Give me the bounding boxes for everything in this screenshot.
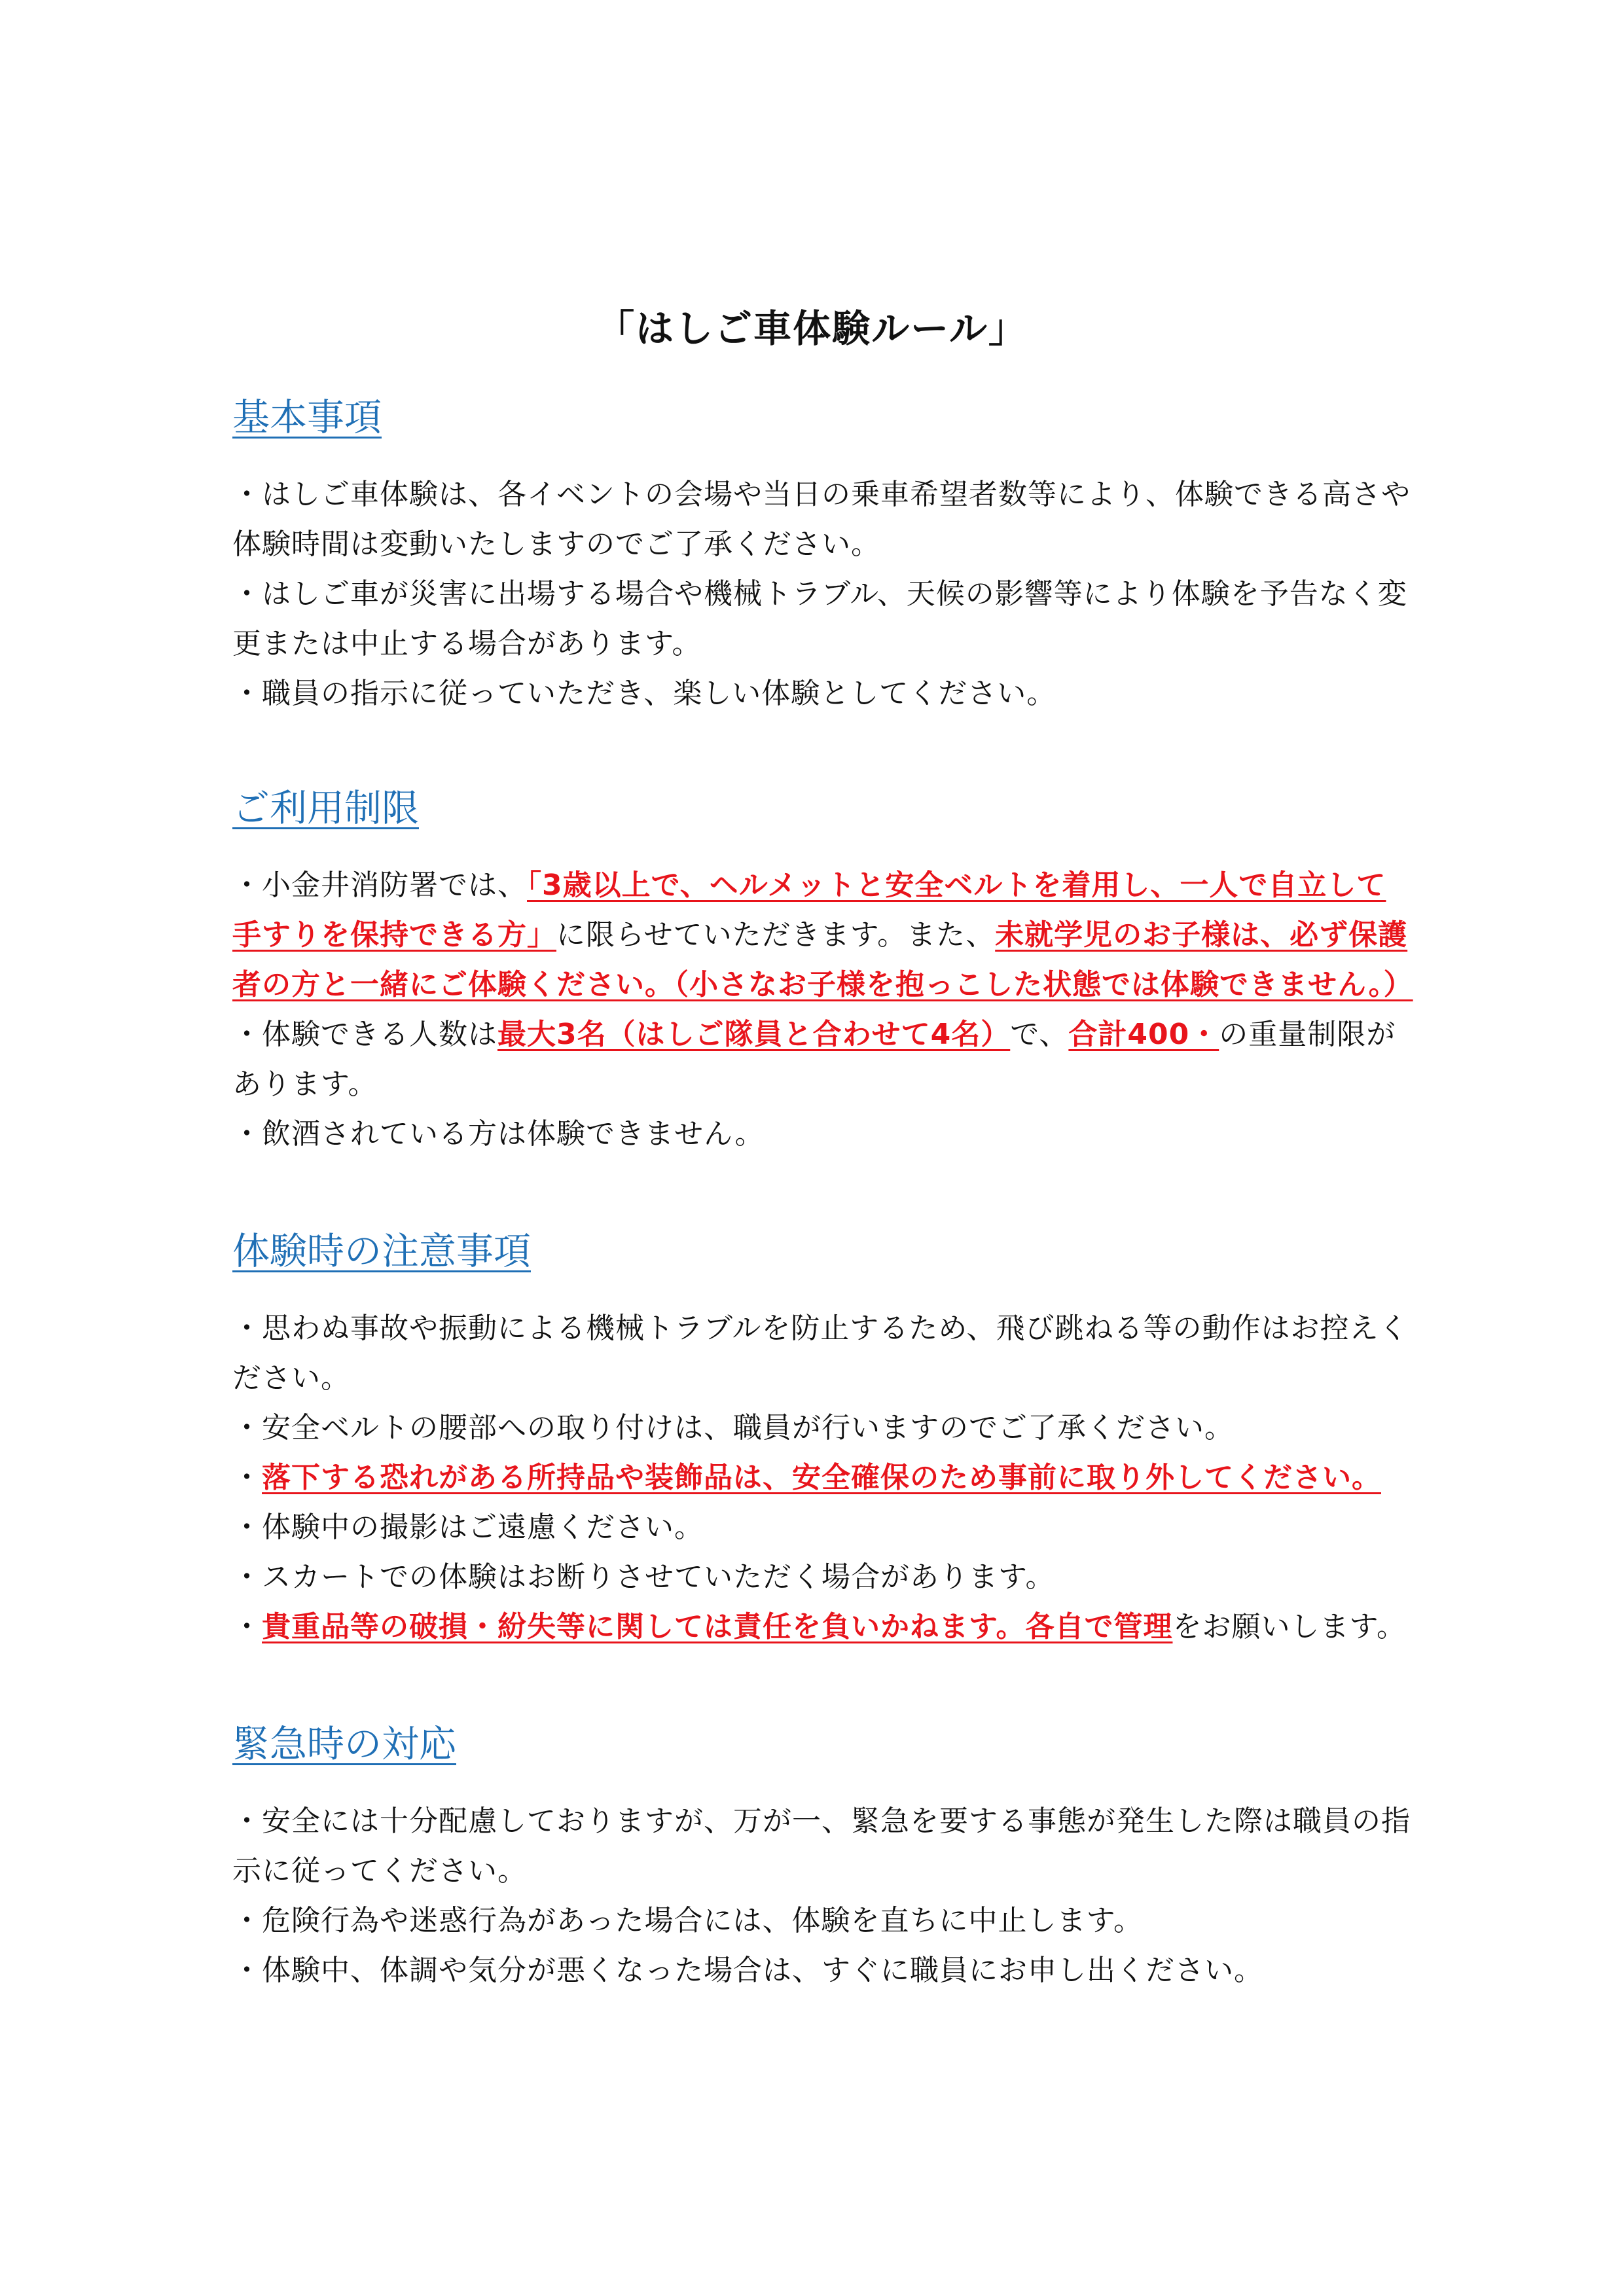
caution-item-6-emphasis: 貴重品等の破損・紛失等に関しては責任を負いかねます。各自で管理 — [262, 1610, 1173, 1643]
caution-item-1: ・思わぬ事故や振動による機械トラブルを防止するため、飛び跳ねる等の動作はお控えください。 — [232, 1312, 1409, 1395]
caution-item-6-text-c: をお願いします。 — [1172, 1610, 1406, 1643]
basic-item-1: ・はしご車体験は、各イベントの会場や当日の乗車希望者数等により、体験できる高さや体験時間は変動いたしますのでご了承ください。 — [232, 478, 1411, 561]
caution-item-4: ・体験中の撮影はご遠慮ください。 — [232, 1511, 704, 1544]
limits-item-1 — [232, 861, 1411, 1010]
caution-item-2: ・安全ベルトの腰部への取り付けは、職員が行いますのでご了承ください。 — [232, 1411, 1234, 1444]
emergency-item-2: ・危険行為や迷惑行為があった場合には、体験を直ちに中止します。 — [232, 1904, 1144, 1937]
caution-item-3-bullet: ・ — [232, 1461, 262, 1494]
limits-item-2-text-c: で、 — [1010, 1018, 1069, 1051]
limits-item-2 — [232, 1010, 1411, 1109]
section-heading-cautions: 体験時の注意事項 — [232, 1230, 531, 1273]
basic-item-3: ・職員の指示に従っていただき、楽しい体験としてください。 — [232, 677, 1056, 710]
section-body-cautions — [232, 1304, 1411, 1652]
section-heading-usage-limits: ご利用制限 — [232, 787, 419, 830]
limits-item-2-text-a: ・体験できる人数は — [232, 1018, 497, 1051]
emergency-item-3: ・体験中、体調や気分が悪くなった場合は、すぐに職員にお申し出ください。 — [232, 1954, 1263, 1987]
basic-item-2: ・はしご車が災害に出場する場合や機械トラブル、天候の影響等により体験を予告なく変更または中止する場合があります。 — [232, 577, 1407, 660]
document-title: 「はしご車体験ルール」 — [596, 306, 1028, 351]
caution-item-3-emphasis: 落下する恐れがある所持品や装飾品は、安全確保のため事前に取り外してください。 — [262, 1461, 1381, 1494]
section-body-basic — [232, 470, 1411, 719]
limits-item-1-text-a: ・小金井消防署では、 — [232, 869, 527, 902]
limits-item-2-emphasis-max-people: 最大3名（はしご隊員と合わせて4名） — [497, 1018, 1011, 1051]
section-heading-basic: 基本事項 — [232, 396, 382, 439]
section-usage-limits — [232, 782, 1411, 1159]
section-body-usage-limits — [232, 861, 1411, 1159]
caution-item-6-bullet: ・ — [232, 1610, 262, 1643]
limits-item-2-emphasis-weight: 合計400・ — [1068, 1018, 1219, 1051]
emergency-item-1: ・安全には十分配慮しておりますが、万が一、緊急を要する事態が発生した際は職員の指示に従ってください。 — [232, 1804, 1411, 1888]
limits-item-3: ・飲酒されている方は体験できません。 — [232, 1117, 765, 1151]
caution-item-5: ・スカートでの体験はお断りさせていただく場合があります。 — [232, 1560, 1055, 1594]
limits-item-1-text-c: に限らせていただきます。また、 — [556, 918, 996, 952]
caution-item-6 — [232, 1602, 1411, 1652]
section-cautions — [232, 1225, 1411, 1652]
limits-item-1-emphasis-age: 「3歳以上で、ヘルメットと安全ベルトを着用し、一人で自立して手すりを保持できる方」 — [232, 869, 1386, 952]
section-basic — [232, 391, 1411, 719]
section-heading-emergency: 緊急時の対応 — [232, 1723, 456, 1766]
section-body-emergency — [232, 1797, 1411, 1996]
section-emergency — [232, 1718, 1411, 1996]
limits-item-2-text-e: の重量制限があります。 — [232, 1018, 1396, 1101]
limits-item-1-emphasis-preschool: 未就学児のお子様は、必ず保護者の方と一緒にご体験ください。（小さなお子様を抱っこした状態では体験できません。） — [232, 918, 1413, 1001]
caution-item-3 — [232, 1453, 1411, 1503]
